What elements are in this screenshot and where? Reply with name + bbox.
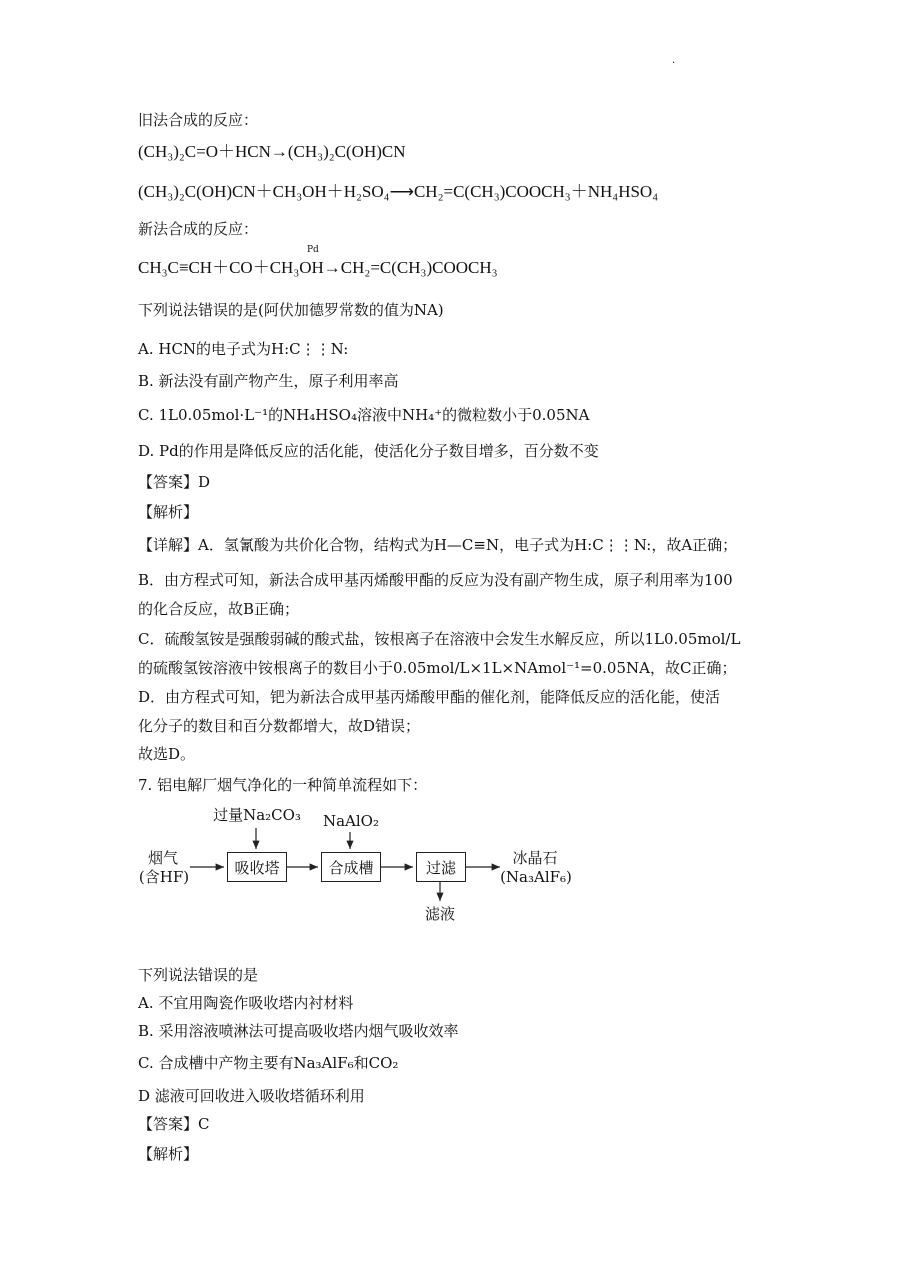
- flow-box-filter: 过滤: [416, 852, 466, 882]
- q7-answer: 【答案】C: [138, 1115, 210, 1133]
- flow-input-label-1: 烟气: [147, 849, 178, 867]
- q6-detail-c2: 的硫酸氢铵溶液中铵根离子的数目小于0.05mol/L×1L×NAmol⁻¹=0.05NA，故C正确；: [138, 659, 737, 677]
- q7-option-c: C. 合成槽中产物主要有Na₃AlF₆和CO₂: [138, 1054, 399, 1072]
- flow-box-synthesis: 合成槽: [321, 852, 381, 882]
- flow-reagent-1: 过量Na₂CO₃: [213, 806, 301, 824]
- q6-option-a: A. HCN的电子式为H:C⋮⋮N:: [138, 340, 349, 358]
- q6-detail-b1: B．由方程式可知，新法合成甲基丙烯酸甲酯的反应为没有副产物生成，原子利用率为100: [138, 571, 733, 589]
- q7-option-a: A. 不宜用陶瓷作吸收塔内衬材料: [138, 994, 354, 1012]
- q6-stem: 下列说法错误的是(阿伏加德罗常数的值为NA): [138, 301, 444, 319]
- q6-detail-a: 【详解】A．氢氰酸为共价化合物，结构式为H—C≡N，电子式为H:C⋮⋮N:，故A正确；: [138, 536, 738, 554]
- q6-option-d: D. Pd的作用是降低反应的活化能，使活化分子数目增多，百分数不变: [138, 442, 599, 460]
- flow-reagent-2: NaAlO₂: [322, 812, 379, 830]
- q6-conclusion: 故选D。: [138, 745, 196, 763]
- q6-option-b: B. 新法没有副产物产生，原子利用率高: [138, 372, 399, 390]
- q6-answer: 【答案】D: [138, 473, 211, 491]
- new-equation-catalyst: Pd: [307, 245, 319, 255]
- flow-box-absorber: 吸收塔: [227, 852, 287, 882]
- q6-analysis-head: 【解析】: [138, 503, 199, 521]
- q7-option-b: B. 采用溶液喷淋法可提高吸收塔内烟气吸收效率: [138, 1022, 459, 1040]
- flow-filtrate-label: 滤液: [424, 905, 455, 923]
- flow-product-label-2: (Na₃AlF₆): [500, 868, 572, 886]
- old-equation-1: (CH₃)₂C=O＋HCN→(CH₃)₂C(OH)CN: [138, 142, 406, 161]
- old-method-title: 旧法合成的反应：: [138, 111, 259, 129]
- flow-product-label-1: 冰晶石: [512, 849, 558, 867]
- q7-stem: 7. 铝电解厂烟气净化的一种简单流程如下：: [138, 776, 428, 794]
- old-equation-2: (CH₃)₂C(OH)CN＋CH₃OH＋H₂SO₄⟶CH₂=C(CH₃)COOCH₃＋NH₄HSO₄: [138, 182, 659, 201]
- flow-input-label-2: (含HF): [138, 868, 190, 886]
- q7-analysis-head: 【解析】: [138, 1145, 199, 1163]
- q6-option-c: C. 1L0.05mol·L⁻¹的NH₄HSO₄溶液中NH₄⁺的微粒数小于0.05NA: [138, 406, 590, 424]
- q6-detail-d2: 化分子的数目和百分数都增大，故D错误；: [138, 717, 421, 735]
- new-method-title: 新法合成的反应：: [138, 220, 259, 238]
- q6-detail-d1: D．由方程式可知，钯为新法合成甲基丙烯酸甲酯的催化剂，能降低反应的活化能，使活: [138, 688, 721, 706]
- q7-option-d: D 滤液可回收进入吸收塔循环利用: [138, 1087, 365, 1105]
- new-equation: CH₃C≡CH＋CO＋CH₃OH→CH₂=C(CH₃)COOCH₃: [138, 258, 498, 277]
- page-dot: ·: [672, 58, 676, 69]
- q7-question: 下列说法错误的是: [138, 966, 259, 984]
- q6-detail-c1: C．硫酸氢铵是强酸弱碱的酸式盐，铵根离子在溶液中会发生水解反应，所以1L0.05mol/L: [138, 630, 741, 648]
- q6-detail-b2: 的化合反应，故B正确；: [138, 600, 300, 618]
